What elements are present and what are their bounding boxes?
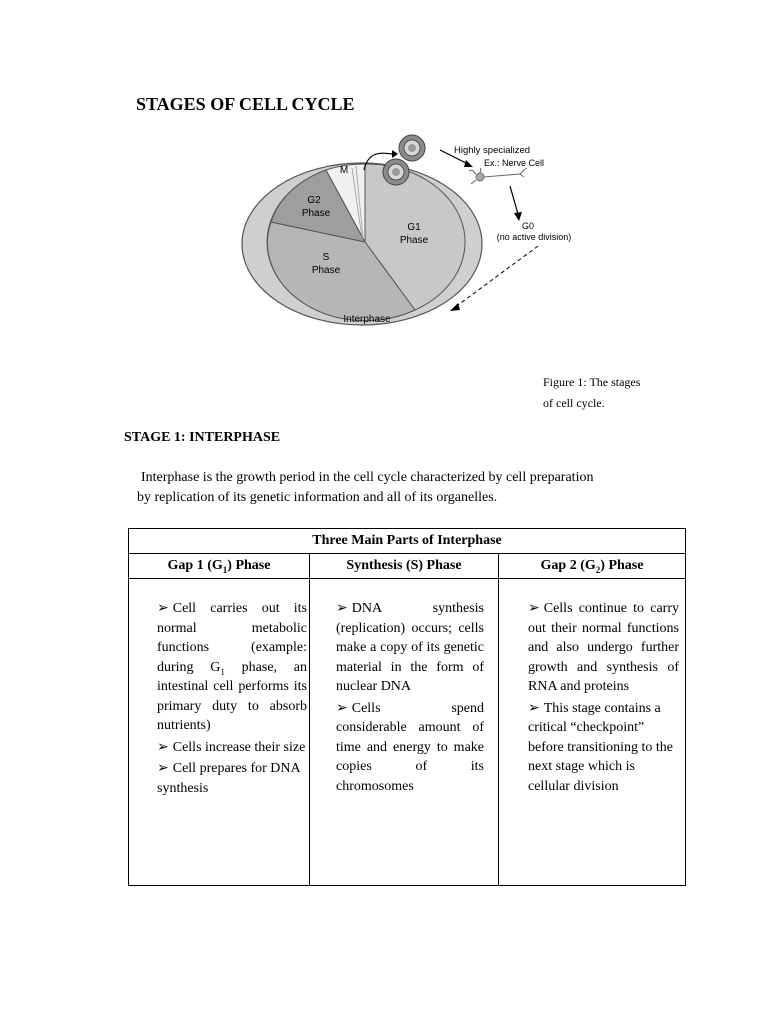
header-gap1: Gap 1 $(G_1)$ Phase [129, 554, 310, 579]
table-title: Three Main Parts of Interphase [129, 529, 686, 554]
figure-caption [543, 372, 683, 414]
intro-line-2: by replication of its genetic information and all of its organelles. [137, 490, 498, 505]
interphase-label: Interphase [343, 314, 391, 325]
synthesis-cell [310, 579, 499, 886]
list-item: ➢ Cells spend considerable amount of time and energy to make copies of its chromosomes [336, 700, 484, 794]
cell-icon-lower [383, 159, 409, 185]
s-phase-label: Phase [311, 265, 341, 276]
g2-label: G2 [307, 195, 321, 206]
list-item: ➢ DNA synthesis (replication) occurs; cells make a copy of its genetic material in the form of nuclear DNA [336, 601, 484, 694]
s-label: S [322, 252, 330, 263]
header-synthesis: Synthesis (S) Phase [310, 554, 499, 579]
page-title: STAGES OF CELL CYCLE [136, 94, 355, 114]
header-gap2: Gap 2 $(G_2)$ Phase [499, 554, 686, 579]
list-item: ➢ Cells increase their size [157, 739, 306, 755]
g0-label: G0 [521, 221, 535, 231]
cell-icon-top [399, 135, 425, 161]
cell-cycle-diagram [240, 130, 600, 330]
nerve-cell-icon [469, 168, 527, 184]
interphase-table [128, 528, 686, 886]
nerve-cell-label: Ex.: Nerve Cell [484, 158, 545, 168]
stage-heading: STAGE 1: INTERPHASE [124, 430, 281, 445]
m-label: M [339, 165, 349, 176]
list-item: ➢ Cells continue to carry out their normal functions and also undergo further growth and synthesis of RNA and proteins [528, 601, 679, 694]
intro-paragraph [137, 468, 657, 508]
caption-line-1: Figure 1: The stages [543, 375, 641, 389]
list-item: ➢ Cell prepares for DNA synthesis [157, 761, 300, 796]
g0-description: (no active division) [496, 232, 572, 242]
g1-label: G1 [407, 222, 421, 233]
gap2-cell [499, 579, 686, 886]
list-item: ➢ Cell carries out its normal metabolic functions (example: during $G_1$ phase, an intestinal cell performs its primary duty to absorb nutrients) [157, 601, 308, 733]
specialized-label: Highly specialized [454, 145, 531, 156]
intro-line-1: Interphase is the growth period in the cell cycle characterized by cell preparation [141, 470, 594, 485]
arrow-to-g0 [510, 186, 518, 214]
gap1-cell [129, 579, 310, 886]
g1-phase-label: Phase [399, 235, 429, 246]
g2-phase-label: Phase [301, 208, 331, 219]
list-item: ➢ This stage contains a critical “checkpoint” before transitioning to the next stage which is cellular division [528, 700, 674, 794]
caption-line-2: of cell cycle. [543, 396, 605, 410]
